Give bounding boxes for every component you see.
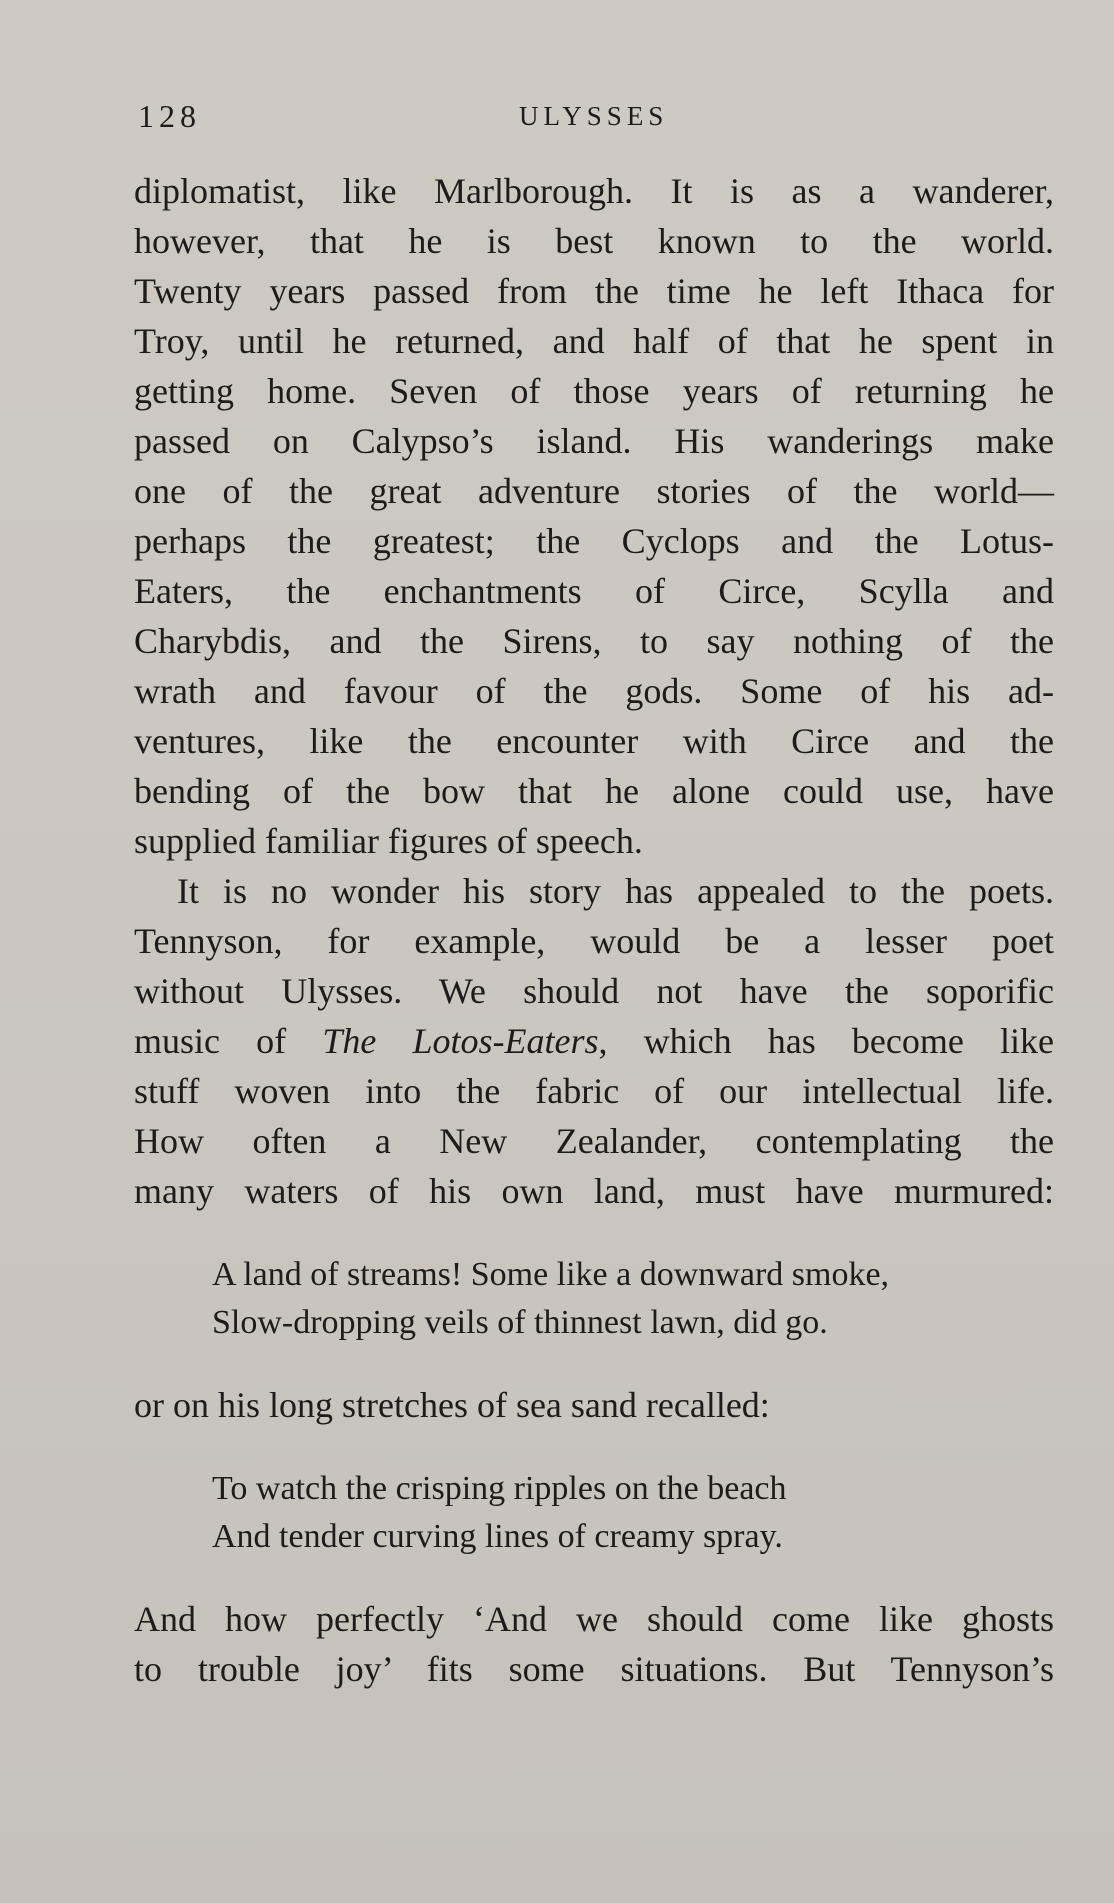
text-line: getting home. Seven of those years of returning he [134,371,1054,411]
text-line: ventures, like the encounter with Circe and the [134,721,1054,761]
text-segment: , which has become like [598,1021,1055,1061]
text-line: diplomatist, like Marlborough. It is as a wanderer, [134,171,1054,211]
text-segment: music of [134,1021,323,1061]
text-line: or on his long stretches of sea sand recalled: [134,1385,770,1425]
text-line: wrath and favour of the gods. Some of his ad- [134,671,1054,711]
running-head: ULYSSES [519,101,669,131]
text-line: however, that he is best known to the world. [134,221,1054,261]
text-line: stuff woven into the fabric of our intellectual life. [134,1071,1054,1111]
text-line: supplied familiar figures of speech. [134,821,643,861]
page-header [134,96,1054,136]
verse-line: A land of streams! Some like a downward smoke, [212,1256,890,1293]
text-line: And how perfectly ‘And we should come like ghosts [134,1599,1054,1639]
text-line: bending of the bow that he alone could use, have [134,771,1054,811]
text-line: without Ulysses. We should not have the soporific [134,971,1054,1011]
poem-title: The Lotos-Eaters [322,1021,599,1061]
verse-line: And tender curving lines of creamy spray. [212,1518,783,1555]
text-line: Twenty years passed from the time he left Ithaca for [134,271,1054,311]
text-line: It is no wonder his story has appealed to the poets. [177,871,1054,911]
text-line: one of the great adventure stories of the world— [134,471,1054,511]
text-line: Charybdis, and the Sirens, to say nothing of the [134,621,1054,661]
text-line: Eaters, the enchantments of Circe, Scylla and [134,571,1054,611]
text-line: perhaps the greatest; the Cyclops and the Lotus- [134,521,1054,561]
verse-line: To watch the crisping ripples on the beach [212,1470,787,1507]
text-line: passed on Calypso’s island. His wanderings make [134,421,1054,461]
page-number: 128 [138,98,201,134]
text-line: many waters of his own land, must have murmured: [134,1171,1054,1211]
text-line [134,1016,1054,1066]
text-line: Tennyson, for example, would be a lesser poet [134,921,1054,961]
text-line: to trouble joy’ fits some situations. But Tennyson’s [134,1649,1054,1689]
text-line: How often a New Zealander, contemplating the [134,1121,1054,1161]
text-line: Troy, until he returned, and half of that he spent in [134,321,1054,361]
verse-line: Slow-dropping veils of thinnest lawn, did go. [212,1304,828,1341]
